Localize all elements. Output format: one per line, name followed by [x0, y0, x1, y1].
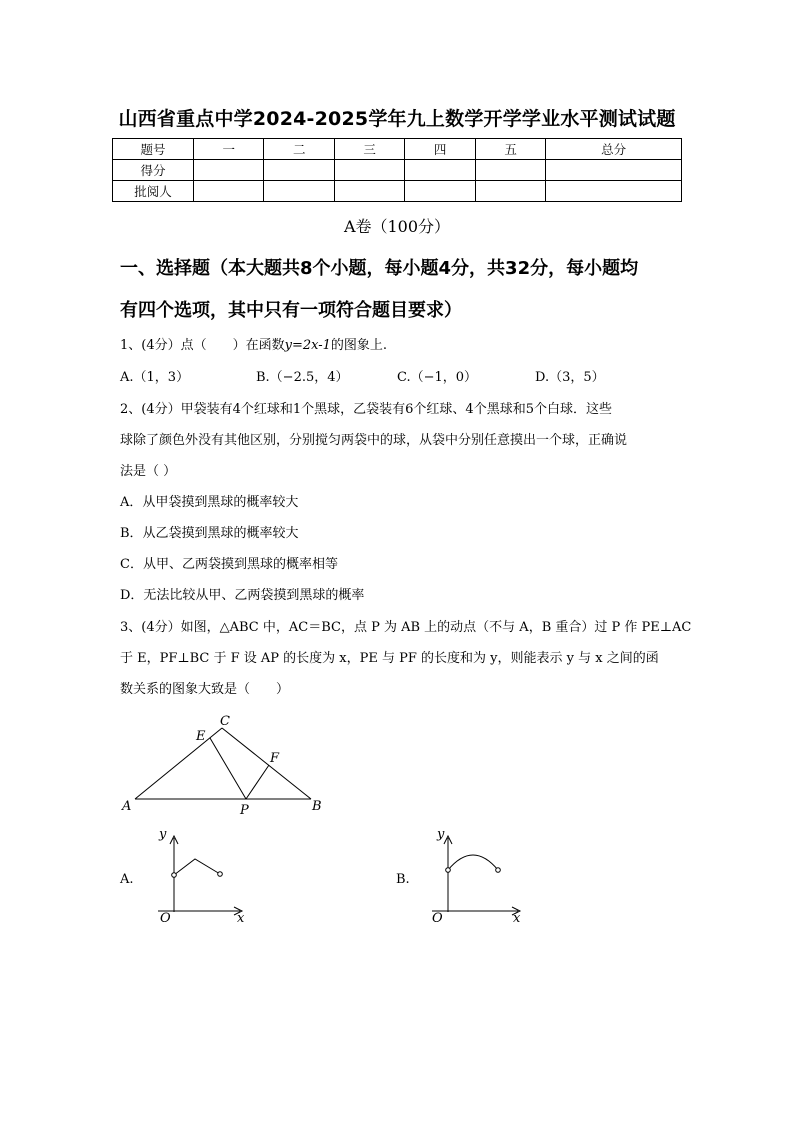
q2-option-a: A．从甲袋摸到黑球的概率较大: [120, 495, 299, 510]
table-cell: [194, 181, 264, 202]
graph-a-y-label: y: [159, 827, 167, 842]
label-f: F: [270, 751, 280, 766]
label-e: E: [196, 729, 206, 744]
table-cell: [264, 181, 334, 202]
triangle-figure: [118, 712, 338, 822]
section-a-heading: A卷（100分）: [343, 217, 451, 236]
label-p: P: [240, 803, 249, 818]
label-a: A: [122, 799, 132, 814]
q1-option-a: A.（1，3）: [120, 370, 190, 385]
label-c: C: [220, 714, 230, 729]
q3-graph-b: [424, 826, 534, 926]
question-3-line3: 数关系的图象大致是（ ）: [120, 682, 290, 697]
q1-option-c: C.（−1，0）: [397, 370, 478, 385]
question-1: [120, 334, 387, 353]
table-cell: [475, 181, 545, 202]
table-cell: [334, 160, 404, 181]
page-title: 山西省重点中学2024-2025学年九上数学开学学业水平测试试题: [118, 108, 676, 130]
graph-b-x-label: x: [513, 911, 521, 926]
score-table: [112, 138, 682, 202]
q3-option-a-label: A.: [120, 872, 134, 887]
score-table-header-row: [113, 139, 682, 160]
graph-b-y-label: y: [437, 827, 445, 842]
question-3-line2: 于 E，PF⊥BC 于 F 设 AP 的长度为 x，PE 与 PF 的长度和为 y，则能表示 y 与 x 之间的函: [120, 651, 659, 666]
section-1-heading-line1: 一、选择题（本大题共8个小题，每小题4分，共32分，每小题均: [120, 258, 639, 279]
graph-a-x-label: x: [237, 911, 245, 926]
score-table-row: [113, 181, 682, 202]
table-cell: 二: [264, 139, 334, 160]
graph-a-origin-label: O: [160, 911, 171, 926]
table-cell: 五: [475, 139, 545, 160]
q2-option-d: D．无法比较从甲、乙两袋摸到黑球的概率: [120, 588, 365, 603]
table-cell: 三: [334, 139, 404, 160]
table-cell: [194, 160, 264, 181]
label-b: B: [312, 799, 322, 814]
table-cell: [264, 160, 334, 181]
q2-option-c: C．从甲、乙两袋摸到黑球的概率相等: [120, 557, 338, 572]
question-1-function: y=2x-1: [284, 338, 331, 353]
q1-option-d: D.（3，5）: [535, 370, 605, 385]
q1-option-b: B.（−2.5，4）: [256, 370, 349, 385]
table-cell: 题号: [113, 139, 194, 160]
question-2-line2: 球除了颜色外没有其他区别，分别搅匀两袋中的球，从袋中分别任意摸出一个球，正确说: [120, 433, 628, 448]
question-1-prefix: 1、(4分）点（ ）在函数: [120, 338, 285, 353]
question-3-line1: 3、(4分）如图，△ABC 中，AC＝BC，点 P 为 AB 上的动点（不与 A，B 重合）过 P 作 PE⊥AC: [120, 620, 692, 635]
table-cell: 一: [194, 139, 264, 160]
question-2-line3: 法是（ ）: [120, 464, 177, 479]
table-cell: 总分: [546, 139, 682, 160]
section-1-heading-line2: 有四个选项，其中只有一项符合题目要求）: [120, 300, 462, 321]
table-cell: [546, 181, 682, 202]
graph-b-origin-label: O: [432, 911, 443, 926]
table-cell: [334, 181, 404, 202]
question-1-suffix: 的图象上.: [330, 338, 388, 353]
score-table-row: [113, 160, 682, 181]
table-cell: 批阅人: [113, 181, 194, 202]
q3-option-b-label: B.: [396, 872, 410, 887]
table-cell: 四: [405, 139, 475, 160]
table-cell: [475, 160, 545, 181]
q3-graph-a: [150, 826, 260, 926]
table-cell: [405, 160, 475, 181]
table-cell: [546, 160, 682, 181]
question-2-line1: 2、(4分）甲袋装有4个红球和1个黑球，乙袋装有6个红球、4个黑球和5个白球．这些: [120, 402, 612, 417]
table-cell: [405, 181, 475, 202]
table-cell: 得分: [113, 160, 194, 181]
q2-option-b: B．从乙袋摸到黑球的概率较大: [120, 526, 299, 541]
